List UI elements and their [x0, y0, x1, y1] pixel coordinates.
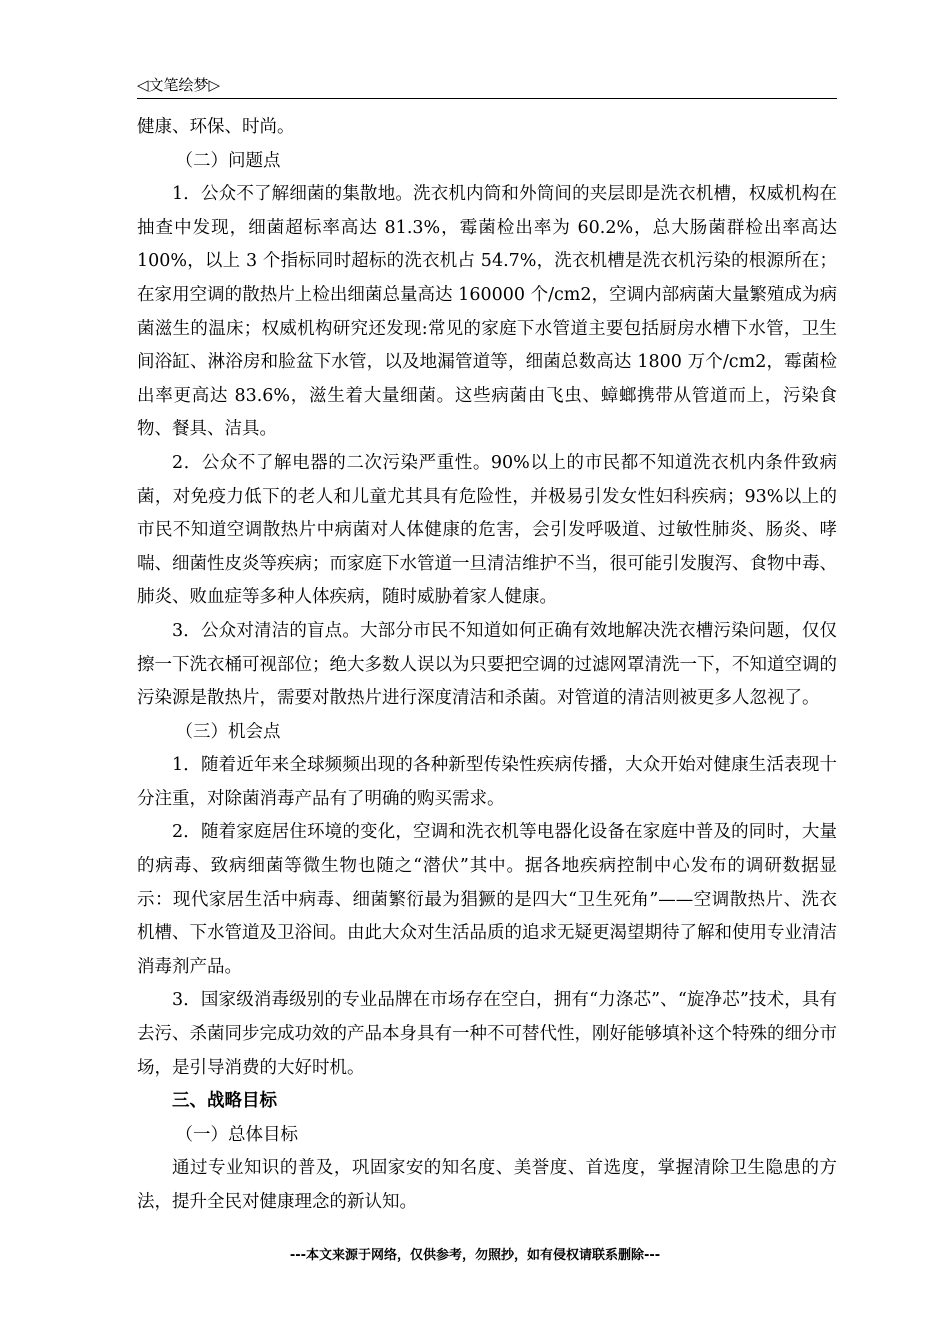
paragraph-opportunity-3: 3．国家级消毒级别的专业品牌在市场存在空白，拥有“力涤芯”、“旋净芯”技术，具有去污、杀菌同步完成功效的产品本身具有一种不可替代性，刚好能够填补这个特殊的细分市场，是引导消费的大好时机。: [137, 990, 837, 1078]
paragraph-problem-2: 2．公众不了解电器的二次污染严重性。90%以上的市民都不知道洗衣机内条件致病菌，对免疫力低下的老人和儿童尤其具有危险性，并极易引发女性妇科疾病；93%以上的市民不知道空调散热片中病菌对人体健康的危害，会引发呼吸道、过敏性肺炎、肠炎、哮喘、细菌性皮炎等疾病；而家庭下水管道一旦清洁维护不当，很可能引发腹泻、食物中毒、肺炎、败血症等多种人体疾病，随时威胁着家人健康。: [137, 452, 837, 608]
subheading-overall-goal: （一）总体目标: [175, 1124, 298, 1145]
page-header: [137, 74, 837, 99]
document-body: [137, 111, 837, 1220]
paragraph-continuation: 健康、环保、时尚。: [137, 117, 295, 137]
paragraph-overall-goal: 通过专业知识的普及，巩固家安的知名度、美誉度、首选度，掌握清除卫生隐患的方法，提升全民对健康理念的新认知。: [137, 1158, 837, 1212]
section-heading-strategy: 三、战略目标: [172, 1091, 277, 1112]
subheading-problems: （二）问题点: [175, 150, 281, 171]
paragraph-problem-3: 3．公众对清洁的盲点。大部分市民不知道如何正确有效地解决洗衣槽污染问题，仅仅擦一下洗衣桶可视部位；绝大多数人误以为只要把空调的过滤网罩清洗一下，不知道空调的污染源是散热片，需要对散热片进行深度清洁和杀菌。对管道的清洁则被更多人忽视了。: [137, 620, 837, 709]
header-logo: ◁文笔绘梦▷: [137, 76, 221, 94]
paragraph-opportunity-2: 2．随着家庭居住环境的变化，空调和洗衣机等电器化设备在家庭中普及的同时，大量的病毒、致病细菌等微生物也随之“潜伏”其中。据各地疾病控制中心发布的调研数据显示：现代家居生活中病毒、细菌繁衍最为猖獗的是四大“卫生死角”——空调散热片、洗衣机槽、下水管道及卫浴间。由此大众对生活品质的追求无疑更渴望期待了解和使用专业清洁消毒剂产品。: [137, 822, 837, 977]
paragraph-problem-1: 1．公众不了解细菌的集散地。洗衣机内筒和外筒间的夹层即是洗衣机槽，权威机构在抽查中发现，细菌超标率高达 81.3%，霉菌检出率为 60.2%，总大肠菌群检出率高达 100%，以上 3 个指标同时超标的洗衣机占 54.7%，洗衣机槽是洗衣机污染的根源所在；在家用空调的散热片上检出细菌总量高达 160000 个/cm2，空调内部病菌大量繁殖成为病菌滋生的温床；权威机构研究还发现:常见的家庭下水管道主要包括厨房水槽下水管，卫生间浴缸、淋浴房和脸盆下水管，以及地漏管道等，细菌总数高达 1800 万个/cm2，霉菌检出率更高达 83.6%，滋生着大量细菌。这些病菌由飞虫、蟑螂携带从管道而上，污染食物、餐具、洁具。: [137, 184, 837, 440]
page-footer: ---本文来源于网络，仅供参考，勿照抄，如有侵权请联系删除---: [289, 1248, 661, 1263]
subheading-opportunities: （三）机会点: [175, 721, 281, 742]
paragraph-opportunity-1: 1．随着近年来全球频频出现的各种新型传染性疾病传播，大众开始对健康生活表现十分注重，对除菌消毒产品有了明确的购买需求。: [137, 755, 837, 809]
